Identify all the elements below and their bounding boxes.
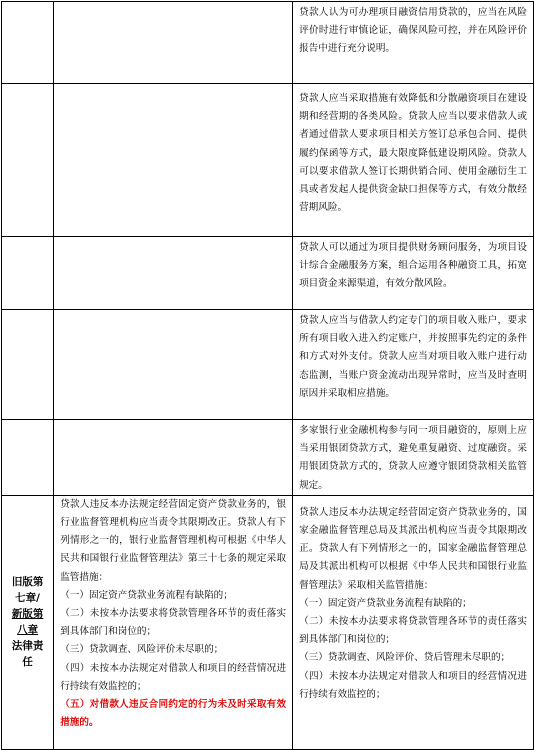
old-clause-item: （三）贷款调查、风险评价未尽职的； [60,644,224,656]
old-clause-intro: 贷款人违反本办法规定经营固定资产贷款业务的，银行业监督管理机构应当责令其限期改正。贷款人有下列情形之一的，银行业监督管理机构可根据《中华人民共和国银行业监督管理法》第三十七条的规定采取监管措施： [60,498,287,583]
old-version-cell-empty [54,310,293,420]
new-clause-item: （三）贷款调查、风险评价、贷后管理未尽职的； [299,652,511,664]
old-clause-item-removed: （五）对借款人违反合同约定的行为未及时采取有效措施的。 [60,699,287,729]
new-clause-intro: 贷款人违反本办法规定经营固定资产贷款业务的，国家金融监督管理总局及其派出机构应当责令其限期改正。贷款人有下列情形之一的，国家金融监督管理总局及其派出机构可以根据《中华人民共和国银行业监督管理法》采取相关监管措施： [299,506,527,591]
table-row [2,2,534,84]
old-clause-item: （二）未按本办法要求将贷款管理各环节的责任落实到具体部门和岗位的； [60,608,287,638]
old-clause-item: （一）固定资产贷款业务流程有缺陷的； [60,589,233,601]
new-clause-item: （四）未按本办法规定对借款人和项目的经营情况进行持续有效监控的； [299,670,527,700]
new-version-cell [293,2,534,84]
old-version-cell-empty [54,237,293,310]
new-version-cell [293,420,534,496]
new-version-cell [293,495,534,749]
chapter-label-cell [2,495,54,749]
table-row [2,420,534,496]
label-cell-empty [2,420,54,496]
new-clause-item: （二）未按本办法要求将贷款管理各环节的责任落实到具体部门和岗位的； [299,616,527,646]
label-cell-empty [2,84,54,237]
table-row [2,237,534,310]
new-version-cell [293,310,534,420]
table-row [2,84,534,237]
new-clause-text: 多家银行业金融机构参与同一项目融资的，原则上应当采用银团贷款方式，避免重复融资、过度融资。采用银团贷款方式的，贷款人应遵守银团贷款相关监管规定。 [299,425,527,491]
new-version-cell [293,84,534,237]
new-clause-text: 贷款人认为可办理项目融资信用贷款的，应当在风险评价时进行审慎论证，确保风险可控，并在风险评价报告中进行充分说明。 [299,7,527,55]
label-cell-empty [2,2,54,84]
old-version-cell-empty [54,420,293,496]
old-version-cell-empty [54,84,293,237]
old-version-cell-empty [54,2,293,84]
table-row-legal-liability [2,495,534,749]
old-version-cell [54,495,293,749]
new-clause-text: 贷款人应当采取措施有效降低和分散融资项目在建设期和经营期的各类风险。贷款人应当以要求借款人或者通过借款人要求项目相关方签订总承包合同、提供履约保函等方式，最大限度降低建设期风险。贷款人可以要求借款人签订长期供销合同、使用金融衍生工具或者发起人提供资金缺口担保等方式，有效分散经营期风险。 [299,93,527,214]
label-cell-empty [2,237,54,310]
new-version-cell [293,237,534,310]
table-row [2,310,534,420]
regulation-comparison-table [1,1,534,750]
new-clause-text: 贷款人可以通过为项目提供财务顾问服务，为项目设计综合金融服务方案，组合运用各种融资工具，拓宽项目资金来源渠道，有效分散风险。 [299,242,527,290]
new-clause-text: 贷款人应当与借款人约定专门的项目收入账户，要求所有项目收入进入约定账户，并按照事先约定的条件和方式对外支付。贷款人应当对项目收入账户进行动态监测，当账户资金流动出现异常时，应当及时查明原因并采取相应措施。 [299,315,527,399]
new-clause-item: （一）固定资产贷款业务流程有缺陷的； [299,597,472,609]
label-cell-empty [2,310,54,420]
old-clause-item: （四）未按本办法规定对借款人和项目的经营情况进行持续有效监控的； [60,662,287,692]
chapter-label: 旧版第 七章/ 新版第 八章 法律责 任 [11,576,44,669]
